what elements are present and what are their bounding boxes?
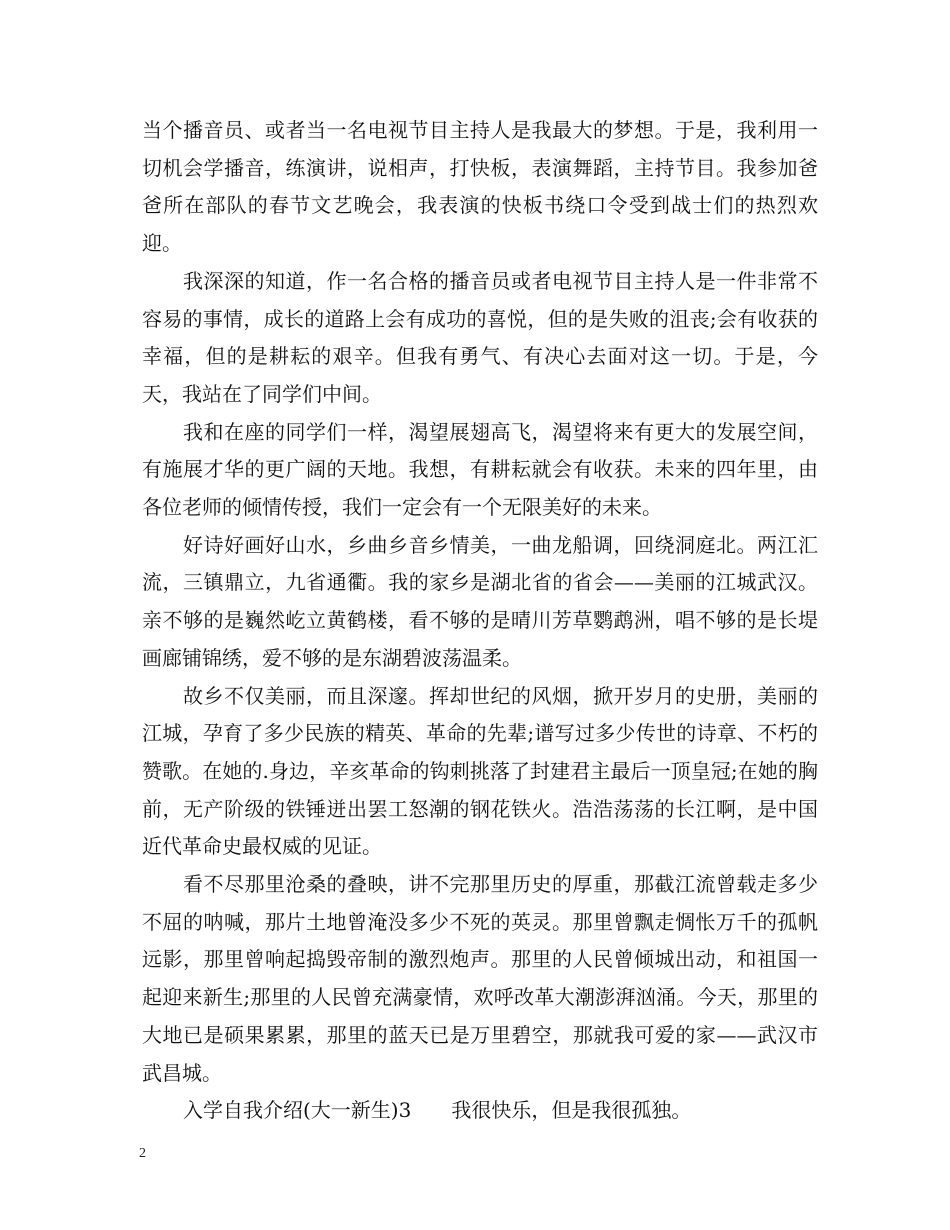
document-body [142, 112, 818, 1130]
paragraph-5: 故乡不仅美丽，而且深邃。挥却世纪的风烟，掀开岁月的史册，美丽的江城，孕育了多少民族的精英、革命的先辈;谱写过多少传世的诗章、不朽的赞歌。在她的.身边，辛亥革命的钩刺挑落了封建君主最后一顶皇冠;在她的胸前，无产阶级的铁锤迸出罢工怒潮的钢花铁火。浩浩荡荡的长江啊，是中国近代革命史最权威的见证。 [142, 683, 818, 859]
paragraph-1: 当个播音员、或者当一名电视节目主持人是我最大的梦想。于是，我利用一切机会学播音，练演讲，说相声，打快板，表演舞蹈，主持节目。我参加爸爸所在部队的春节文艺晚会，我表演的快板书绕口令受到战士们的热烈欢迎。 [142, 118, 818, 256]
page-number: 2 [139, 1146, 146, 1161]
paragraph-6: 看不尽那里沧桑的叠映，讲不完那里历史的厚重，那截江流曾载走多少不屈的呐喊，那片土地曾淹没多少不死的英灵。那里曾飘走惆怅万千的孤帆远影，那里曾响起捣毁帝制的激烈炮声。那里的人民曾倾城出动，和祖国一起迎来新生;那里的人民曾充满豪情，欢呼改革大潮澎湃汹涌。今天，那里的大地已是硕果累累，那里的蓝天已是万里碧空，那就我可爱的家——武汉市武昌城。 [142, 872, 818, 1085]
paragraph-7: 入学自我介绍(大一新生)3 我很快乐，但是我很孤独。 [183, 1098, 692, 1123]
paragraph-4: 好诗好画好山水，乡曲乡音乡情美，一曲龙船调，回绕洞庭北。两江汇流，三镇鼎立，九省通衢。我的家乡是湖北省的省会——美丽的江城武汉。亲不够的是巍然屹立黄鹤楼，看不够的是晴川芳草鹦鹉洲，唱不够的是长堤画廊铺锦绣，爱不够的是东湖碧波荡温柔。 [142, 532, 818, 670]
paragraph-3: 我和在座的同学们一样，渴望展翅高飞，渴望将来有更大的发展空间，有施展才华的更广阔的天地。我想，有耕耘就会有收获。未来的四年里，由各位老师的倾情传授，我们一定会有一个无限美好的未来。 [142, 419, 818, 520]
paragraph-2: 我深深的知道，作一名合格的播音员或者电视节目主持人是一件非常不容易的事情，成长的道路上会有成功的喜悦，但的是失败的沮丧;会有收获的幸福，但的是耕耘的艰辛。但我有勇气、有决心去面对这一切。于是，今天，我站在了同学们中间。 [142, 268, 818, 406]
